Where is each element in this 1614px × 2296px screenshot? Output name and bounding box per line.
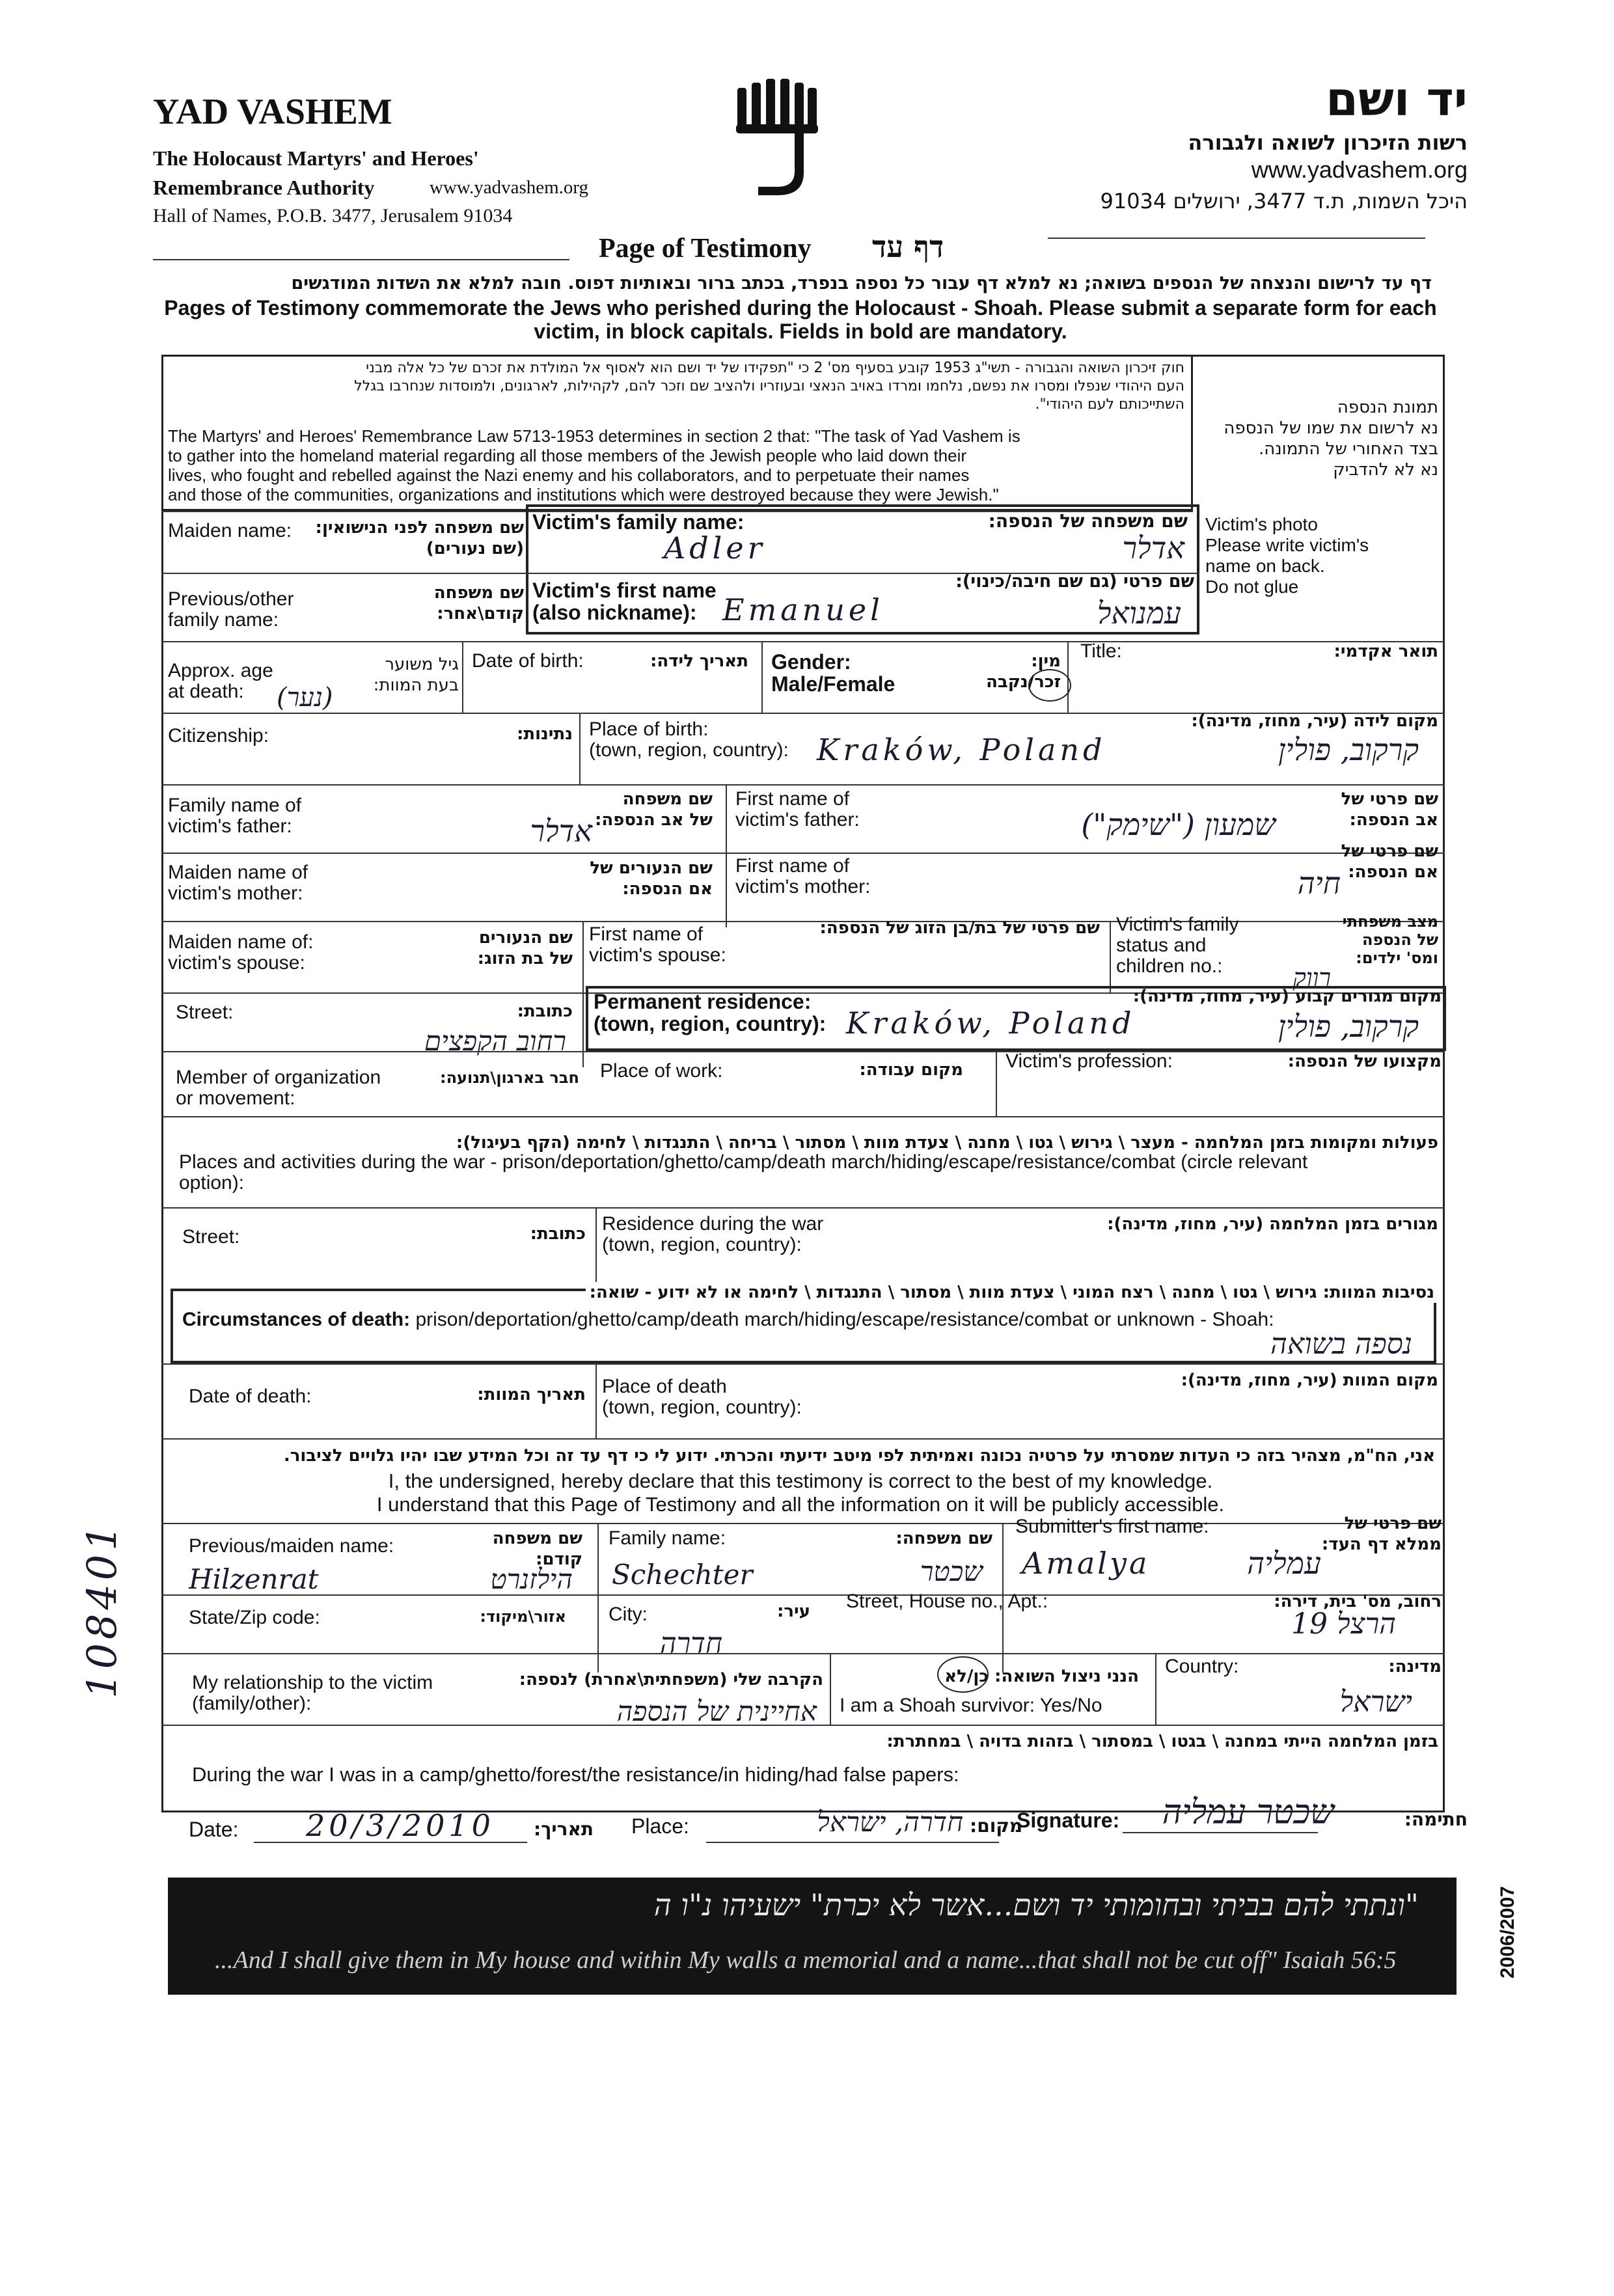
circ-label xyxy=(182,1309,1274,1330)
father-family-label-he xyxy=(595,789,713,830)
war-res-label-1: Residence during the war xyxy=(602,1213,824,1235)
mother-first-he-2: אם הנספה: xyxy=(1348,862,1438,882)
law-english xyxy=(168,426,1190,504)
family-status-label-2: status and xyxy=(1116,935,1207,956)
pod-label-1: Place of death xyxy=(602,1376,727,1397)
street-house-label-he: רחוב, מס' בית, דירה: xyxy=(1274,1592,1442,1611)
country-label: Country: xyxy=(1165,1656,1239,1677)
yad-vashem-logo-icon xyxy=(732,75,823,198)
father-family-label-1: Family name of xyxy=(168,795,302,816)
family-status-he-3: ומס' ילדים: xyxy=(1356,949,1438,967)
citizenship-label: Citizenship: xyxy=(168,725,269,746)
mother-first-value[interactable]: חיה xyxy=(1297,866,1341,901)
mother-maiden-label-1: Maiden name of xyxy=(168,862,308,883)
victim-first-value-he[interactable]: עמנואל xyxy=(1097,595,1181,631)
perm-res-value-he[interactable]: קרקוב, פולין xyxy=(1278,1009,1419,1044)
footer-quote-english: ...And I shall give them in My house and within My walls a memorial and a name...that shall not be cut off" Isaiah 56:5 xyxy=(215,1947,1397,1974)
sub-first-label-he xyxy=(1322,1513,1442,1555)
prev-family-he-1: שם משפחה xyxy=(433,583,524,603)
mother-first-label-2: victim's mother: xyxy=(735,876,871,897)
family-status-label-he xyxy=(1343,912,1438,967)
age-he-1: גיל משוער xyxy=(385,655,459,674)
member-label-2: or movement: xyxy=(176,1087,295,1109)
mother-first-label-1: First name of xyxy=(735,855,850,877)
prev-family-label-2: family name: xyxy=(168,609,279,631)
war-res-label-2: (town, region, country): xyxy=(602,1234,802,1255)
mother-first-label-he xyxy=(1341,841,1438,882)
perm-res-label-1: Permanent residence: xyxy=(594,990,812,1013)
war-res-label-he: מגורים בזמן המלחמה (עיר, מחוז, מדינה): xyxy=(1107,1214,1438,1234)
circ-label-rest: prison/deportation/ghetto/camp/death march/hiding/escape/resistance/combat or unknown - Shoah: xyxy=(415,1309,1274,1330)
city-value[interactable]: חדרה xyxy=(659,1627,722,1660)
survivor-no-circle-icon xyxy=(937,1656,989,1693)
sub-first-he-2: ממלא דף העד: xyxy=(1321,1535,1442,1554)
victim-family-label: Victim's family name: xyxy=(532,510,745,534)
mother-maiden-he-1: שם הנעורים של xyxy=(590,858,713,878)
address-hebrew: היכל השמות, ת.ד 3477, ירושלים 91034 xyxy=(1100,189,1468,213)
places-label-he: פעולות ומקומות בזמן המלחמה - מעצר \ גירוש \ גטו \ מחנה \ צעדת מוות \ מסתור \ בריחה \ התנגדות \ לחימה (הקף בעיגול): xyxy=(456,1133,1438,1153)
father-family-he-2: של אב הנספה: xyxy=(594,810,713,830)
perm-res-label-2: (town, region, country): xyxy=(594,1012,827,1035)
place-value[interactable]: חדרה, ישראל xyxy=(817,1806,963,1838)
perm-res-value[interactable]: Kraków, Poland xyxy=(846,1005,1136,1041)
victim-family-value-he[interactable]: אדלר xyxy=(1122,530,1184,566)
form-version: 2006/2007 xyxy=(1497,1886,1518,1978)
law-hebrew-3: השתייכותם לעם היהודי". xyxy=(1035,396,1184,413)
declaration-hebrew: אני, הח"מ, מצהיר בזה כי העדות שמסרתי על פרטיה נכונה ואמיתית לפי מיטב ידיעתי והכרתי. ידוע לי כי דף עד זה וכל המידע שבו יהיו גלויים לציבור. xyxy=(283,1446,1435,1466)
street-house-value[interactable]: הרצל 19 xyxy=(1291,1607,1396,1641)
member-label-he: חבר בארגון\תנועה: xyxy=(439,1069,579,1087)
place-label: Place: xyxy=(631,1814,689,1838)
member-label xyxy=(176,1067,381,1109)
father-first-label-2: victim's father: xyxy=(735,809,860,830)
sub-family-value[interactable]: Schechter xyxy=(612,1559,753,1591)
law-hebrew-2: העם היהודי שנפלו ומסרו את נפשם, נלחמו ומרדו באויב הנאצי ובעוזריו ולהציב שם וזכר להם, לקהילות, לארגונים, ולמוסדות שנחרבו בגלל xyxy=(354,378,1184,394)
address-left: Hall of Names, P.O.B. 3477, Jerusalem 91034 xyxy=(153,205,513,226)
street-value[interactable]: רחוב הקפצים xyxy=(424,1025,566,1057)
photo-note-he-4: נא לא להדביק xyxy=(1333,460,1438,480)
dod-label-he: תאריך המוות: xyxy=(477,1385,586,1404)
gender-label-1: Gender: xyxy=(771,650,851,674)
profession-label-he: מקצועו של הנספה: xyxy=(1287,1052,1442,1071)
family-status-he-1: מצב משפחתי xyxy=(1342,912,1438,931)
father-family-he-1: שם משפחה xyxy=(622,789,713,809)
age-value[interactable]: (נער) xyxy=(277,683,333,713)
spouse-first-label-2: victim's spouse: xyxy=(589,944,726,966)
website-left: www.yadvashem.org xyxy=(430,177,589,198)
city-label: City: xyxy=(609,1604,648,1625)
family-status-label xyxy=(1116,914,1239,977)
family-status-he-2: של הנספה xyxy=(1361,931,1438,949)
dob-label-he: תאריך לידה: xyxy=(650,651,748,671)
relation-value[interactable]: אחיינית של הנספה xyxy=(616,1695,817,1727)
date-label-he: תאריך: xyxy=(534,1818,594,1840)
sub-prev-value[interactable]: Hilzenrat xyxy=(189,1563,319,1595)
photo-note-he-1: תמונת הנספה xyxy=(1337,398,1438,417)
org-name-hebrew: יד ושם xyxy=(1325,72,1468,126)
survivor-label-he: הנני ניצול השואה: כן/לא xyxy=(944,1667,1139,1686)
spouse-maiden-he-2: של בת הזוג: xyxy=(477,949,573,968)
sub-prev-value-he[interactable]: הילזנרט xyxy=(490,1563,573,1595)
authority-hebrew: רשות הזיכרון לשואה ולגבורה xyxy=(1188,130,1468,155)
intro-mandatory: Fields in bold are mandatory. xyxy=(779,320,1067,343)
places-label xyxy=(179,1152,1435,1194)
photo-note-en-4: Do not glue xyxy=(1205,577,1299,597)
gender-he-1: מין: xyxy=(1031,651,1061,671)
circ-value[interactable]: נספה בשואה xyxy=(1270,1328,1412,1361)
photo-note-en-2: Please write victim's xyxy=(1205,535,1369,555)
street-label-he: כתובת: xyxy=(517,1002,573,1021)
prev-family-he-2: קודם\אחר: xyxy=(437,604,524,623)
father-family-value[interactable]: אדלר xyxy=(530,813,592,849)
mother-maiden-label-he xyxy=(590,858,713,899)
mother-first-label xyxy=(735,856,870,897)
spouse-maiden-label-2: victim's spouse: xyxy=(168,952,305,974)
sub-first-value-he[interactable]: עמליה xyxy=(1247,1546,1321,1581)
age-label-he xyxy=(374,654,459,696)
war-res-label xyxy=(602,1214,823,1255)
spouse-maiden-label-he xyxy=(478,927,573,969)
website-right: www.yadvashem.org xyxy=(1251,156,1468,183)
prev-family-label-1: Previous/other xyxy=(168,588,294,610)
father-first-he-1: שם פרטי של xyxy=(1341,789,1438,809)
archive-number: 108401 xyxy=(78,1521,126,1699)
mother-maiden-he-2: אם הנספה: xyxy=(622,879,713,899)
age-he-2: בעת המוות: xyxy=(373,676,459,695)
pod-label xyxy=(602,1376,802,1418)
zip-label: State/Zip code: xyxy=(189,1607,320,1628)
sub-first-value[interactable]: Amalya xyxy=(1022,1546,1150,1581)
pob-label-1: Place of birth: xyxy=(589,718,709,740)
mother-maiden-label xyxy=(168,862,308,904)
org-subtitle-1: The Holocaust Martyrs' and Heroes' xyxy=(153,146,479,170)
age-label-2: at death: xyxy=(168,681,244,702)
mother-first-he-1: שם פרטי של xyxy=(1341,841,1438,861)
survivor-label: I am a Shoah survivor: Yes/No xyxy=(840,1695,1102,1716)
date-label: Date: xyxy=(189,1818,239,1841)
photo-note-english xyxy=(1205,514,1369,597)
perm-res-label xyxy=(594,991,826,1035)
father-first-label-he xyxy=(1341,789,1438,830)
during-label: During the war I was in a camp/ghetto/forest/the resistance/in hiding/had false papers: xyxy=(192,1763,959,1786)
family-status-value[interactable]: רווק xyxy=(1293,963,1331,992)
mother-maiden-label-2: victim's mother: xyxy=(168,882,303,904)
org-subtitle-2: Remembrance Authority xyxy=(153,176,375,199)
age-label-1: Approx. age xyxy=(168,660,273,681)
photo-note-en-3: name on back. xyxy=(1205,556,1325,576)
intro-english-line2: victim, in block capitals. xyxy=(534,320,774,343)
sub-first-label: Submitter's first name: xyxy=(1015,1516,1209,1537)
member-label-1: Member of organization xyxy=(176,1067,381,1088)
country-label-he: מדינה: xyxy=(1388,1657,1442,1676)
law-english-3: lives, who fought and rebelled against the Nazi enemy and his collaborators, and to perpetuate their names xyxy=(168,465,970,485)
war-street-label: Street: xyxy=(182,1226,240,1248)
photo-note-hebrew xyxy=(1224,397,1438,480)
sub-family-label: Family name: xyxy=(609,1527,726,1549)
spouse-first-label-he: שם פרטי של בת/בן הזוג של הנספה: xyxy=(819,918,1100,938)
title-label: Title: xyxy=(1080,640,1122,662)
signature-label-he: חתימה: xyxy=(1404,1809,1468,1830)
father-first-label xyxy=(735,789,860,830)
sub-family-label-he: שם משפחה: xyxy=(896,1529,992,1548)
intro-english xyxy=(163,296,1438,343)
profession-label: Victim's profession: xyxy=(1005,1050,1173,1072)
photo-note-he-2: נא לרשום את שמו של הנספה xyxy=(1224,418,1438,438)
sub-prev-he-1: שם משפחה xyxy=(492,1529,582,1548)
intro-hebrew: דף עד לרישום והנצחה של הנספים בשואה; נא למלא דף עבור כל נספה בנפרד, בכתב ברור ובאותיות דפוס. חובה למלא את השדות המודגשים xyxy=(291,273,1432,294)
relation-label-he: הקרבה שלי (משפחתית\אחרת) לנספה: xyxy=(519,1670,823,1689)
family-status-label-3: children no.: xyxy=(1116,955,1223,977)
father-family-label-2: victim's father: xyxy=(168,815,292,837)
gender-male-circle-icon xyxy=(1028,669,1071,702)
spouse-first-label xyxy=(589,924,726,966)
places-label-1: Places and activities during the war - prison/deportation/ghetto/camp/death march/hiding/escape/resistance/combat (circle relevant xyxy=(179,1151,1308,1173)
victim-first-value[interactable]: Emanuel xyxy=(722,592,884,627)
spouse-maiden-label-1: Maiden name of: xyxy=(168,931,314,953)
date-value[interactable]: 20/3/2010 xyxy=(306,1808,495,1843)
pob-label xyxy=(589,719,789,761)
war-street-label-he: כתובת: xyxy=(530,1224,586,1244)
maiden-name-he-1: שם משפחה לפני הנישואין: xyxy=(315,518,524,538)
victim-first-label-1: Victim's first name xyxy=(532,579,717,602)
prev-family-label xyxy=(168,589,294,631)
law-hebrew xyxy=(169,359,1184,414)
dob-label: Date of birth: xyxy=(472,650,584,672)
father-family-label xyxy=(168,795,301,837)
declaration-english-2: I understand that this Page of Testimony and all the information on it will be publicly accessible. xyxy=(376,1493,1225,1516)
footer-quote-hebrew: "ונתתי להם בביתי ובחומותי יד ושם...אשר לא יכרת" ישעיהו נ"ו ה xyxy=(653,1887,1419,1922)
pod-label-he: מקום המוות (עיר, מחוז, מדינה): xyxy=(1181,1371,1438,1390)
relation-label xyxy=(192,1673,433,1714)
sub-first-he-1: שם פרטי של xyxy=(1344,1514,1442,1533)
gender-he-2: זכר/נקבה xyxy=(986,672,1061,692)
page-title-hebrew: דף עד xyxy=(872,229,944,264)
law-english-2: to gather into the homeland material regarding all those members of the Jewish people who laid down their xyxy=(168,446,967,465)
title-label-he: תואר אקדמי: xyxy=(1334,642,1438,661)
during-label-he: בזמן המלחמה הייתי במחנה \ בגטו \ במסתור \ בזהות בדויה \ במחתרת: xyxy=(886,1732,1438,1751)
street-label: Street: xyxy=(176,1002,234,1023)
pob-value-he[interactable]: קרקוב, פולין xyxy=(1278,732,1419,767)
city-label-he: עיר: xyxy=(776,1602,810,1621)
citizenship-label-he: נתינות: xyxy=(516,724,573,744)
work-label-he: מקום עבודה: xyxy=(859,1060,963,1080)
circ-label-he: נסיבות המוות: גירוש \ גטו \ מחנה \ רצח המוני \ צעדת מוות \ מסתור \ התנגדות \ לחימה או לא ידוע - שואה: xyxy=(586,1282,1438,1303)
law-english-4: and those of the communities, organizations and institutions which were destroyed because they were Jewish." xyxy=(168,485,999,504)
victim-first-label xyxy=(532,579,717,623)
age-label xyxy=(168,661,273,702)
declaration-english-1: I, the undersigned, hereby declare that this testimony is correct to the best of my knowledge. xyxy=(388,1469,1213,1492)
street-house-label: Street, House no., Apt.: xyxy=(846,1591,1048,1612)
country-value[interactable]: ישראל xyxy=(1339,1686,1412,1719)
photo-note-he-3: בצד האחורי של התמונה. xyxy=(1258,439,1438,459)
father-first-label-1: First name of xyxy=(735,788,850,810)
father-first-he-2: אב הנספה: xyxy=(1349,810,1438,830)
relation-label-1: My relationship to the victim xyxy=(192,1672,433,1693)
work-label: Place of work: xyxy=(600,1060,723,1082)
victim-family-value[interactable]: Adler xyxy=(664,530,766,566)
sub-prev-he-2: קודם: xyxy=(536,1550,582,1569)
page-title: Page of Testimony xyxy=(599,234,812,264)
law-english-1: The Martyrs' and Heroes' Remembrance Law 5713-1953 determines in section 2 that: "The task of Yad Vashem is xyxy=(168,426,1020,446)
pob-label-2: (town, region, country): xyxy=(589,739,789,761)
org-name: YAD VASHEM xyxy=(153,92,392,132)
gender-label xyxy=(771,651,895,695)
signature-value[interactable]: שכטר עמליה xyxy=(1162,1793,1334,1832)
dod-label: Date of death: xyxy=(189,1386,312,1407)
spouse-maiden-label xyxy=(168,932,313,974)
photo-note-en-1: Victim's photo xyxy=(1205,514,1318,534)
spouse-maiden-he-1: שם הנעורים xyxy=(478,928,573,948)
pod-label-2: (town, region, country): xyxy=(602,1397,802,1418)
gender-label-2: Male/Female xyxy=(771,672,896,696)
maiden-name-label: Maiden name: xyxy=(168,520,292,541)
victim-first-label-he: שם פרטי (גם שם חיבה/כינוי): xyxy=(955,571,1194,592)
prev-family-label-he xyxy=(434,582,524,624)
father-first-value[interactable]: שמעון ("שימק") xyxy=(1081,807,1276,842)
maiden-name-label-he xyxy=(316,517,524,559)
law-hebrew-1: חוק זיכרון השואה והגבורה - תשי"ג 1953 קובע בסעיף מס' 2 כי "תפקידו של יד ושם הוא לאסוף אל המולדת את זכרם של כל אלה מבני xyxy=(366,360,1184,376)
pob-value[interactable]: Kraków, Poland xyxy=(817,732,1106,767)
circ-label-bold: Circumstances of death: xyxy=(182,1309,411,1330)
sub-family-value-he[interactable]: שכטר xyxy=(920,1555,983,1587)
maiden-name-he-2: (שם נעורים) xyxy=(426,539,524,558)
sub-prev-label: Previous/maiden name: xyxy=(189,1535,394,1557)
spouse-first-label-1: First name of xyxy=(589,923,704,945)
intro-english-line1: Pages of Testimony commemorate the Jews who perished during the Holocaust - Shoah. Please submit a separate form for each xyxy=(164,296,1437,320)
signature-label: Signature: xyxy=(1017,1809,1120,1832)
perm-res-label-he: מקום מגורים קבוע (עיר, מחוז, מדינה): xyxy=(1132,987,1442,1006)
place-label-he: מקום: xyxy=(970,1815,1023,1837)
zip-label-he: אזור\מיקוד: xyxy=(480,1607,566,1626)
family-status-label-1: Victim's family xyxy=(1116,914,1239,935)
relation-label-2: (family/other): xyxy=(192,1693,312,1714)
victim-family-label-he: שם משפחה של הנספה: xyxy=(988,510,1188,532)
pob-label-he: מקום לידה (עיר, מחוז, מדינה): xyxy=(1191,711,1438,731)
places-label-2: option): xyxy=(179,1172,245,1194)
declaration-english xyxy=(163,1469,1438,1516)
victim-first-label-2: (also nickname): xyxy=(532,601,697,624)
